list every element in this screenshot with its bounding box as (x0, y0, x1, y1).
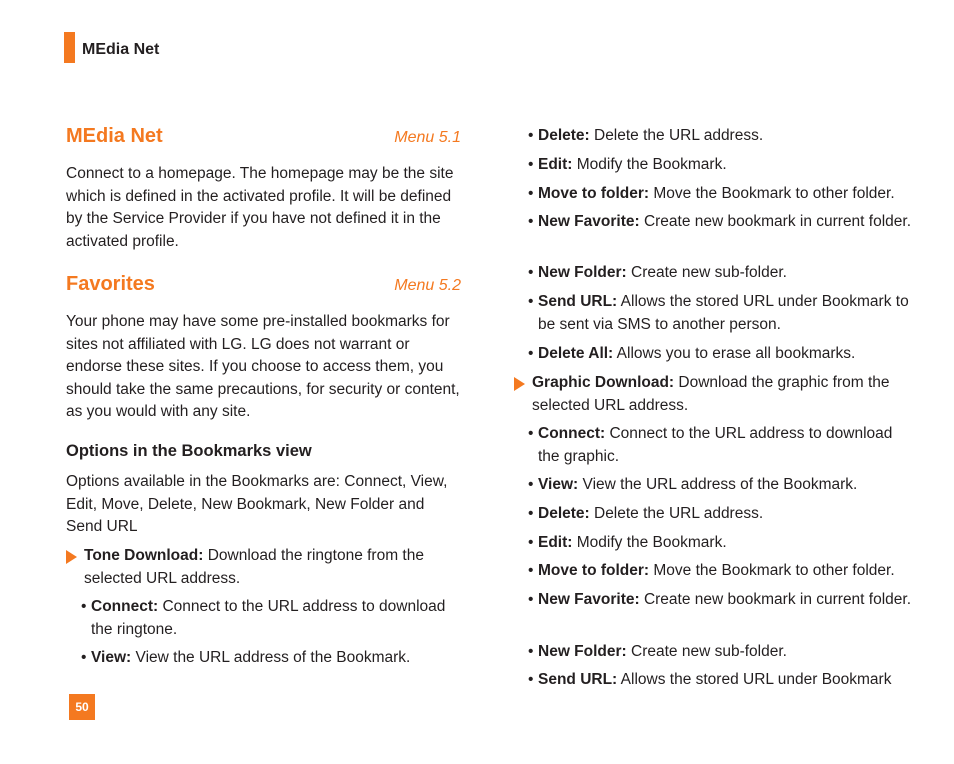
item-text: Allows the stored URL under Bookmark to be sent via SMS to another person. (538, 293, 909, 333)
media-net-description: Connect to a homepage. The homepage may be the site which is defined in the activated profile. It will be defined by the Service Provider if you have not defined it in the activated profile. (66, 165, 454, 250)
running-header: MEdia Net (82, 41, 160, 58)
item-text: Create new sub-folder. (626, 264, 787, 281)
item-label: Tone Download: (84, 547, 204, 564)
options-description: Options available in the Bookmarks are: Connect, View, Edit, Move, Delete, New Bookmark, New Folder and Send URL (66, 473, 448, 535)
favorites-description: Your phone may have some pre-installed bookmarks for sites not affiliated with LG. LG does not warrant or endorse these sites. If you choose to access them, you should take the same precautions, for security or content, as you would with any site. (66, 313, 460, 420)
triangle-bullet-icon (514, 377, 525, 391)
item-label: Connect: (538, 425, 606, 442)
item-text: Create new bookmark in current folder. (639, 213, 912, 230)
item-label: Send URL: (538, 293, 618, 310)
item-text: Connect to the URL address to download the ringtone. (91, 598, 446, 638)
item-text: Allows the stored URL under Bookmark (617, 671, 892, 688)
item-text: View the URL address of the Bookmark. (578, 476, 858, 493)
item-text: Download the ringtone from the selected URL address. (84, 547, 424, 587)
header-accent-bar (64, 32, 75, 63)
item-text: Create new bookmark in current folder. (639, 591, 912, 608)
item-label: New Favorite: (538, 591, 640, 608)
item-text: Download the graphic from the selected URL address. (532, 374, 890, 414)
item-text: Modify the Bookmark. (572, 156, 727, 173)
triangle-bullet-icon (66, 550, 77, 564)
item-label: View: (91, 649, 132, 666)
section-title: MEdia Net (66, 125, 163, 147)
item-text: Move the Bookmark to other folder. (649, 185, 895, 202)
item-text: Move the Bookmark to other folder. (649, 562, 895, 579)
item-label: Move to folder: (538, 562, 650, 579)
item-label: New Folder: (538, 643, 627, 660)
item-text: View the URL address of the Bookmark. (131, 649, 411, 666)
menu-number: Menu 5.2 (394, 277, 461, 294)
item-label: Edit: (538, 534, 573, 551)
item-label: Delete: (538, 127, 590, 144)
item-label: New Favorite: (538, 213, 640, 230)
item-label: Delete All: (538, 345, 614, 362)
item-text: Delete the URL address. (589, 127, 764, 144)
item-label: Move to folder: (538, 185, 650, 202)
section-title: Favorites (66, 273, 155, 295)
item-label: Edit: (538, 156, 573, 173)
section-favorites-heading (66, 273, 461, 299)
section-media-net-heading (66, 125, 461, 151)
item-label: Delete: (538, 505, 590, 522)
item-label: New Folder: (538, 264, 627, 281)
item-text: Create new sub-folder. (626, 643, 787, 660)
item-label: Graphic Download: (532, 374, 675, 391)
page-number: 50 (69, 694, 95, 720)
item-label: Connect: (91, 598, 159, 615)
options-heading: Options in the Bookmarks view (66, 442, 312, 460)
item-label: Send URL: (538, 671, 618, 688)
item-text: Modify the Bookmark. (572, 534, 727, 551)
item-text: Connect to the URL address to download the graphic. (538, 425, 893, 465)
item-text: Delete the URL address. (589, 505, 764, 522)
item-text: Allows you to erase all bookmarks. (613, 345, 856, 362)
item-label: View: (538, 476, 579, 493)
menu-number: Menu 5.1 (394, 129, 461, 146)
